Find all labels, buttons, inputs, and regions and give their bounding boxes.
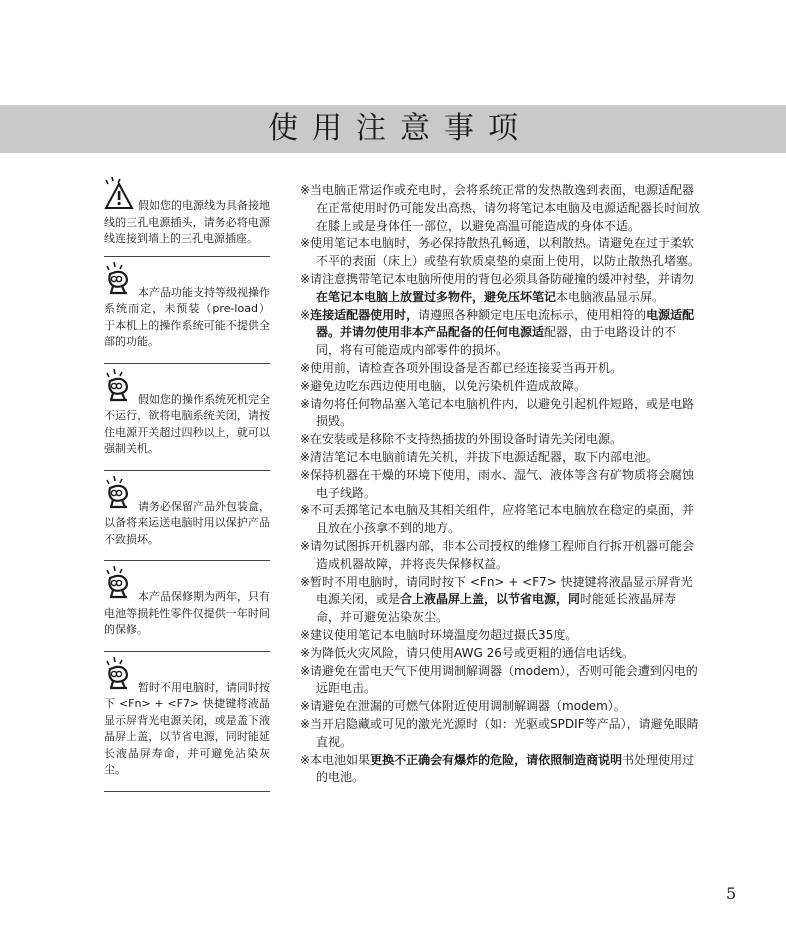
precaution-item: ※不可丢掷笔记本电脑及其相关组件，应将笔记本电脑放在稳定的桌面，并且放在小孩拿不到的地方。 [300, 503, 695, 536]
precaution-item: ※请避免在雷电天气下使用调制解调器（modem），否则可能会遭到闪电的远距电击。 [300, 663, 698, 696]
precaution-item: ※暂时不用电脑时，请同时按下 <Fn> + <F7> 快捷键将液晶显示屏背光电源关闭，或是合上液晶屏上盖，以节省电源，同时能延长液晶屏寿命，并可避免沾染灰尘。 [300, 574, 693, 625]
precaution-item: ※请避免在泄漏的可燃气体附近使用调制解调器（modem）。 [300, 699, 626, 714]
precaution-item: ※清洁笔记本电脑前请先关机，并拔下电源适配器，取下内部电池。 [300, 449, 659, 464]
precaution-item: ※当开启隐藏或可见的激光光源时（如：光驱或SPDIF等产品），请避免眼睛直视。 [300, 716, 699, 749]
tip-text: 假如您的操作系统死机完全不运行，欲将电脑系统关闭，请按住电源开关超过四秒以上，就可以强制关机。 [104, 392, 270, 455]
tip-icon [104, 475, 134, 509]
page-title: 使用注意事项 [268, 111, 532, 146]
tip-icon [104, 368, 134, 402]
sidebar-tips [104, 176, 270, 792]
title-band [0, 105, 786, 153]
precaution-item: ※在安装或是移除不支持热插拔的外围设备时请先关闭电源。 [300, 432, 623, 447]
tip-box [104, 257, 270, 364]
precaution-item: ※使用前，请检查各项外围设备是否都已经连接妥当再开机。 [300, 360, 623, 375]
tip-text: 本产品保修期为两年，只有电池等损耗性零件仅提供一年时间的保修。 [104, 590, 270, 636]
precaution-item: ※请注意携带笔记本电脑所使用的背包必须具备防碰撞的缓冲衬垫，并请勿在笔记本电脑上放置过多物件，避免压坏笔记本电脑液晶显示屏。 [300, 271, 695, 304]
warning-icon [104, 176, 134, 210]
tip-box [104, 652, 270, 792]
tip-icon [104, 656, 134, 690]
tip-text: 本产品功能支持等级视操作系统而定，未预装（pre-load）于本机上的操作系统可能不提供全部的功能。 [104, 285, 270, 348]
tip-box [104, 364, 270, 471]
tip-icon [104, 565, 134, 599]
precaution-item: ※使用笔记本电脑时，务必保持散热孔畅通，以利散热。请避免在过于柔软不平的表面（床上）或垫有软质桌垫的桌面上使用，以防止散热孔堵塞。 [300, 236, 701, 269]
precaution-item: ※请勿将任何物品塞入笔记本电脑机件内，以避免引起机件短路，或是电路损毁。 [300, 396, 695, 429]
page-number: 5 [726, 884, 737, 903]
precaution-item: ※避免边吃东西边使用电脑，以免污染机件造成故障。 [300, 378, 587, 393]
tip-box [104, 471, 270, 562]
precaution-item: ※连接适配器使用时，请遵照各种额定电压电流标示，使用相符的电源适配器。并请勿使用非本产品配备的任何电源适配器，由于电路设计的不同，将有可能造成内部零件的损坏。 [300, 307, 695, 358]
tip-text: 请务必保留产品外包装盒，以备将来运送电脑时用以保护产品不致损坏。 [104, 499, 270, 546]
precautions-list [300, 182, 700, 787]
precaution-item: ※当电脑正常运作或充电时，会将系统正常的发热散逸到表面，电源适配器在正常使用时仍可能发出高热，请勿将笔记本电脑及电源适配器长时间放在膝上或是身体任一部位，以避免高温可能造成的身体不适。 [300, 183, 701, 233]
tip-text: 假如您的电源线为具备接地线的三孔电源插头，请务必将电源线连接到墙上的三孔电源插座。 [104, 199, 270, 245]
tip-box [104, 561, 270, 652]
precaution-item: ※本电池如果更换不正确会有爆炸的危险，请依照制造商说明书处理使用过的电池。 [300, 752, 695, 785]
precaution-item: ※请勿试图拆开机器内部，非本公司授权的维修工程师自行拆开机器可能会造成机器故障，并将丧失保修权益。 [300, 538, 695, 571]
precaution-item: ※为降低火灾风险，请只使用AWG 26号或更粗的通信电话线。 [300, 645, 634, 660]
precaution-item: ※建议使用笔记本电脑时环境温度勿超过摄氏35度。 [300, 627, 578, 642]
tip-box [104, 176, 270, 257]
tip-icon [104, 261, 134, 295]
tip-text: 暂时不用电脑时，请同时按下 <Fn> + <F7> 快捷键将液晶显示屏背光电源关闭，或是盖下液晶屏上盖，以节省电源，同时能延长液晶屏寿命，并可避免沾染灰尘。 [104, 680, 270, 776]
precaution-item: ※保持机器在干燥的环境下使用，雨水、湿气、液体等含有矿物质将会腐蚀电子线路。 [300, 467, 695, 500]
